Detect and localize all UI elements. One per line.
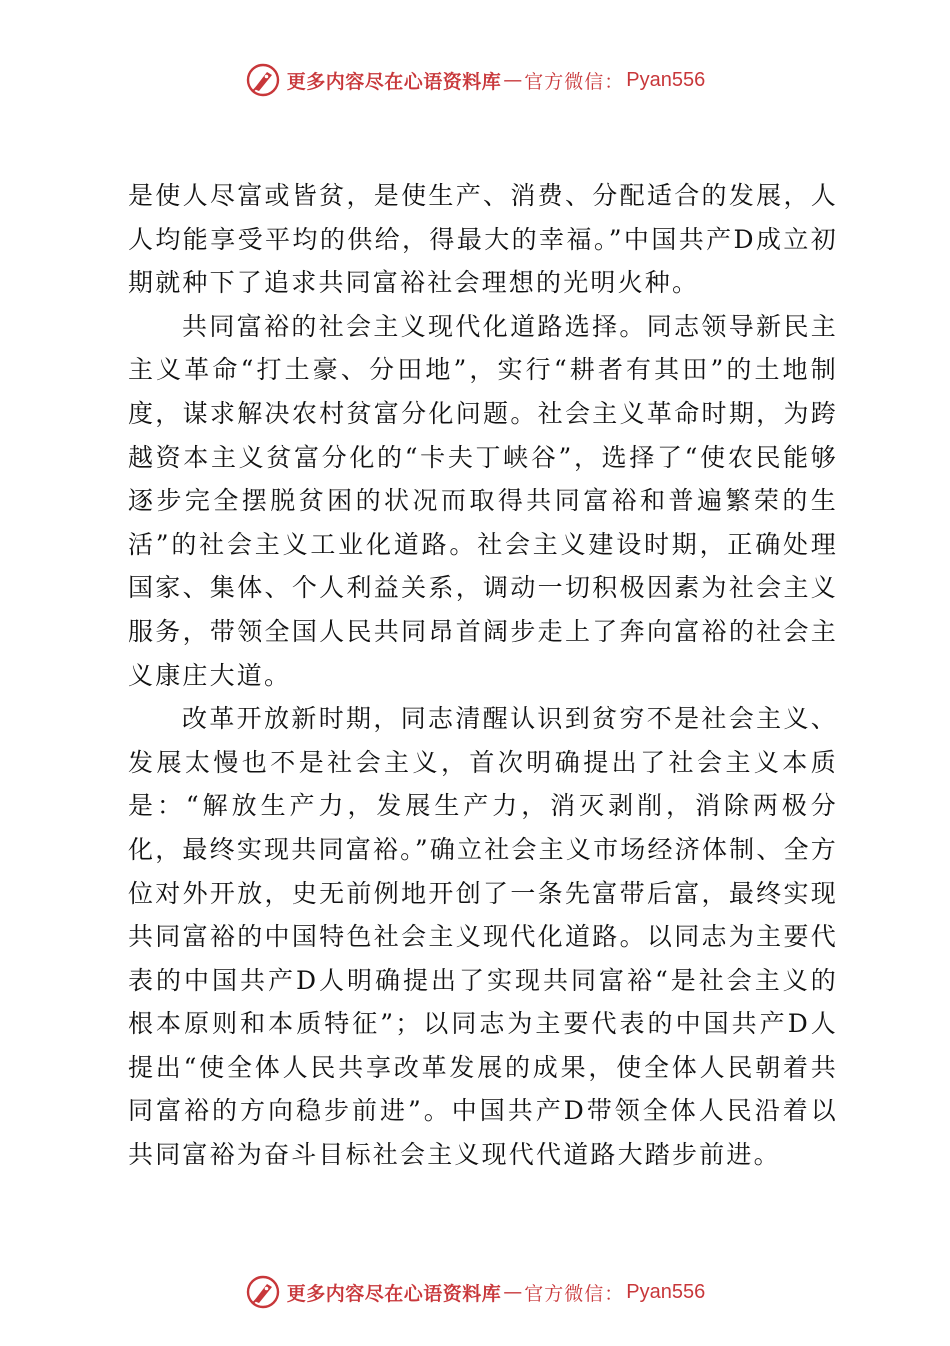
banner-wechat-label: 官方微信： xyxy=(524,70,625,93)
document-body xyxy=(128,174,838,1177)
paragraph-1: 是使人尽富或皆贫，是使生产、消费、分配适合的发展，人人均能享受平均的供给，得最大的幸福。”中国共产D成立初期就种下了追求共同富裕社会理想的光明火种。 xyxy=(128,181,838,298)
banner-dash: — xyxy=(503,1281,523,1303)
banner-dash: — xyxy=(503,69,523,91)
banner-slogan: 更多内容尽在心语资料库 xyxy=(286,1282,502,1305)
banner-wechat-id: Pyan556 xyxy=(626,1280,706,1303)
banner-wechat-id: Pyan556 xyxy=(626,68,706,91)
banner-wechat-label: 官方微信： xyxy=(524,1282,625,1305)
banner-slogan: 更多内容尽在心语资料库 xyxy=(286,70,502,93)
pen-nib-logo-icon xyxy=(245,62,281,98)
pen-nib-logo-icon xyxy=(245,1274,281,1310)
footer-banner xyxy=(0,1270,950,1314)
header-banner xyxy=(0,58,950,102)
paragraph-3: 改革开放新时期，同志清醒认识到贫穷不是社会主义、发展太慢也不是社会主义，首次明确提出了社会主义本质是：“解放生产力，发展生产力，消灭剥削，消除两极分化，最终实现共同富裕。”确立社会主义市场经济体制、全方位对外开放，史无前例地开创了一条先富带后富，最终实现共同富裕的中国特色社会主义现代化道路。以同志为主要代表的中国共产D人明确提出了实现共同富裕“是社会主义的根本原则和本质特征”；以同志为主要代表的中国共产D人提出“使全体人民共享改革发展的成果，使全体人民朝着共同富裕的方向稳步前进”。中国共产D带领全体人民沿着以共同富裕为奋斗目标社会主义现代代道路大踏步前进。 xyxy=(128,704,838,1170)
paragraph-2: 共同富裕的社会主义现代化道路选择。同志领导新民主主义革命“打土豪、分田地”，实行“耕者有其田”的土地制度，谋求解决农村贫富分化问题。社会主义革命时期，为跨越资本主义贫富分化的“卡夫丁峡谷”，选择了“使农民能够逐步完全摆脱贫困的状况而取得共同富裕和普遍繁荣的生活”的社会主义工业化道路。社会主义建设时期，正确处理国家、集体、个人利益关系，调动一切积极因素为社会主义服务，带领全国人民共同昂首阔步走上了奔向富裕的社会主义康庄大道。 xyxy=(128,311,838,690)
